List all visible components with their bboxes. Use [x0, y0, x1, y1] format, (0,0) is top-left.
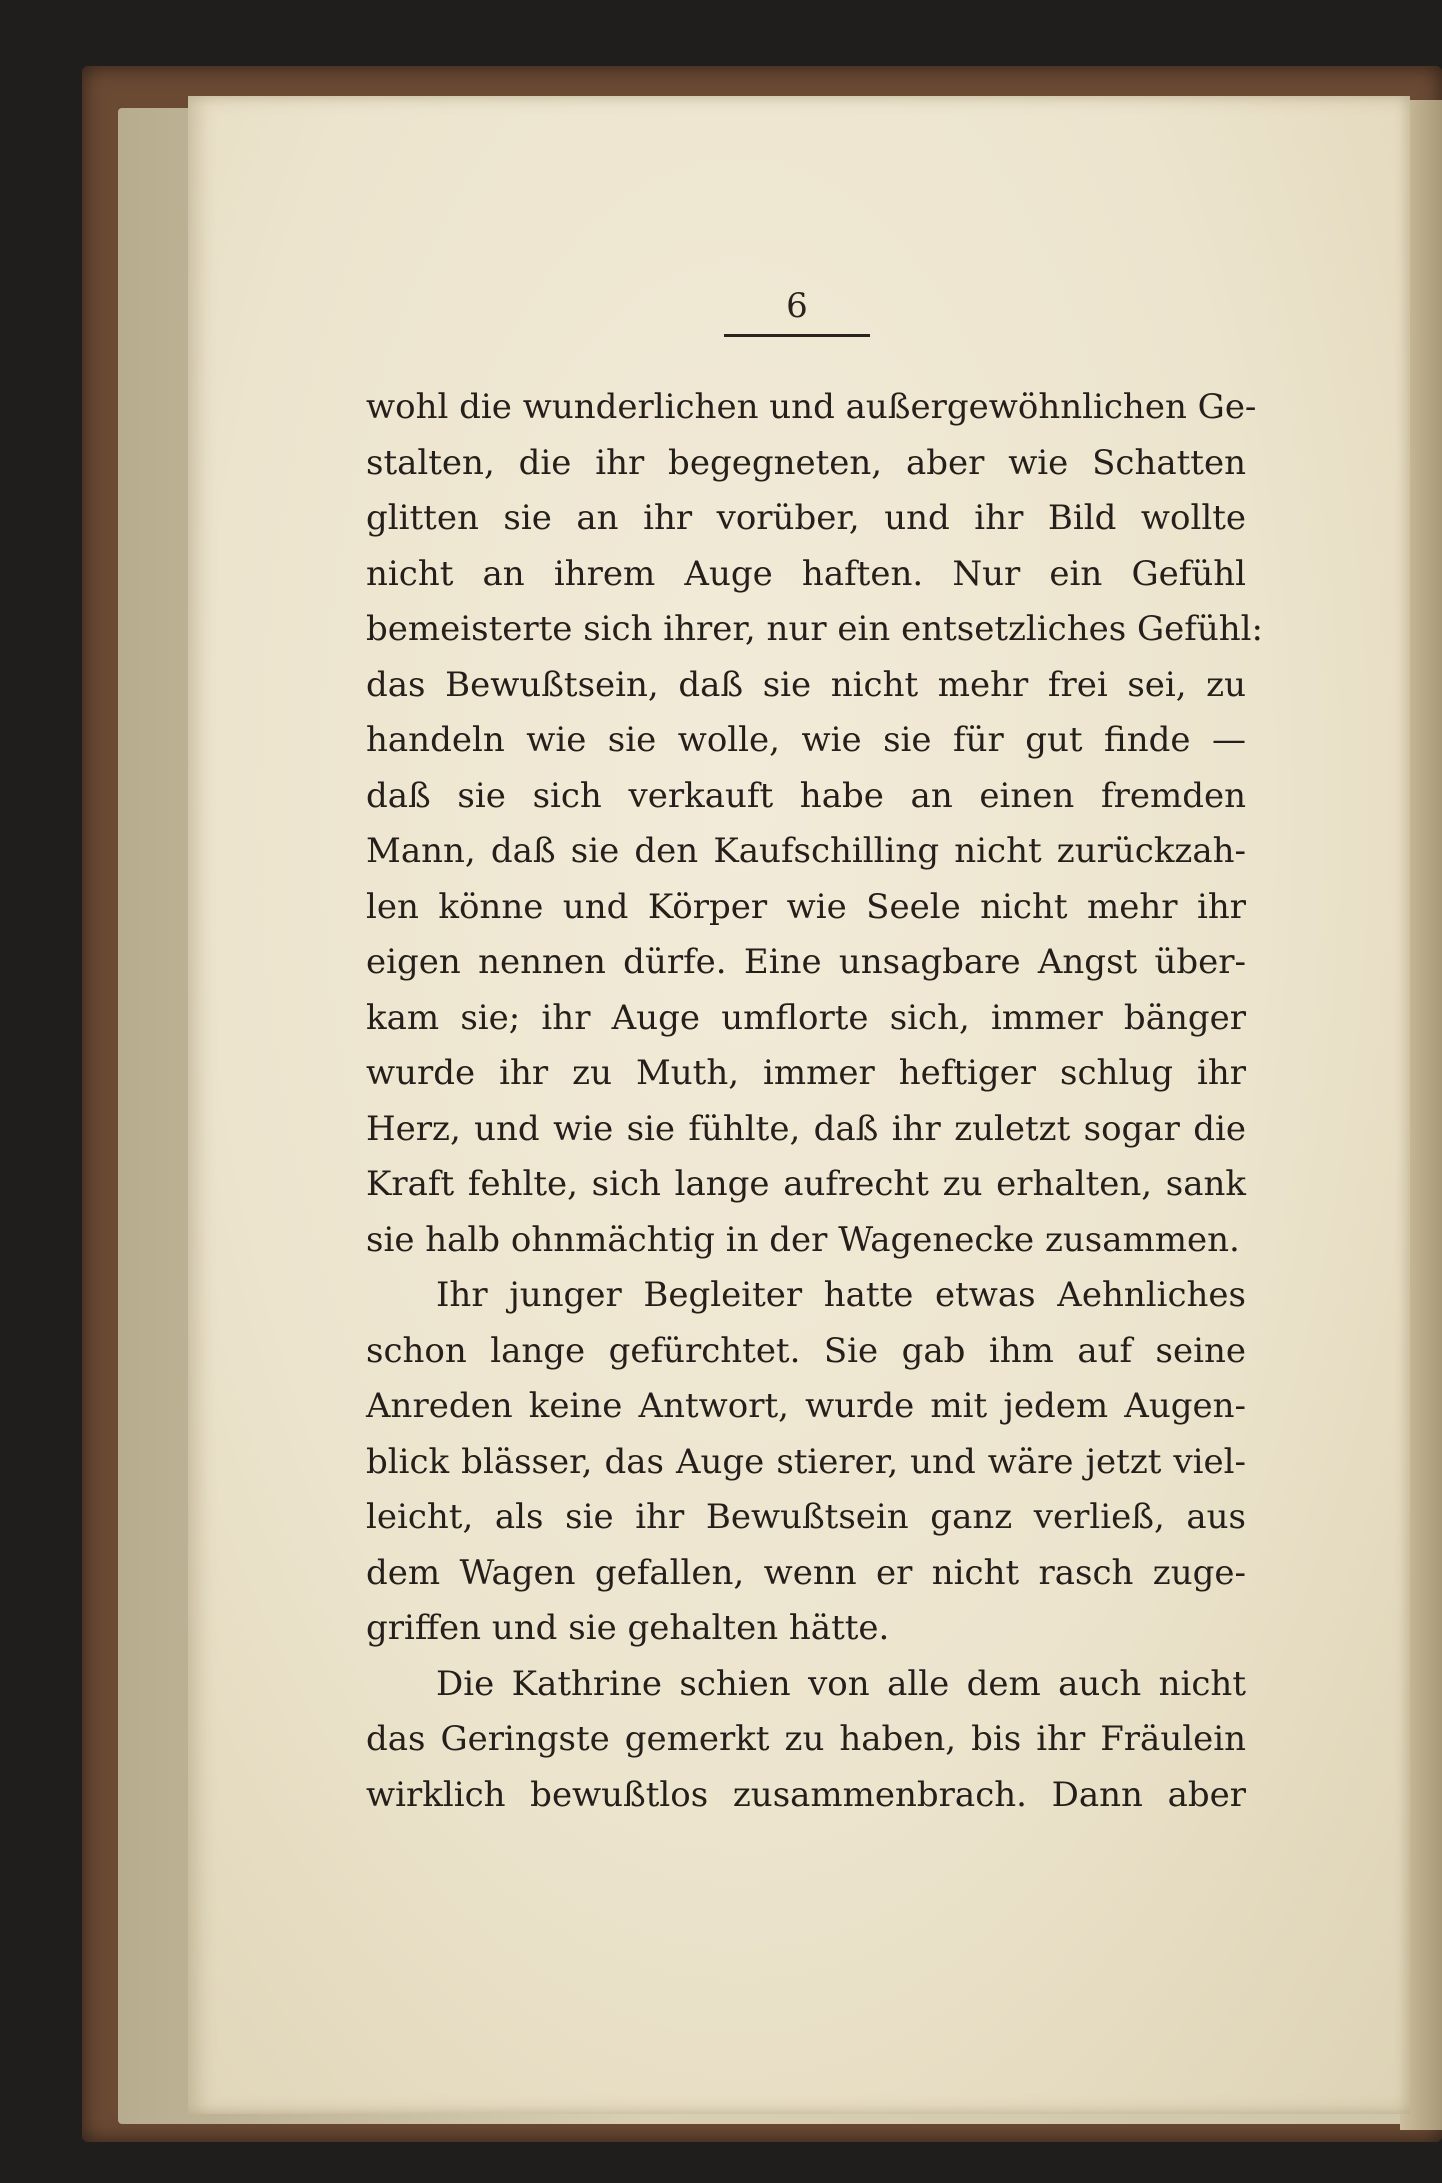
text-line: Die Kathrine schien von alle dem auch nicht — [436, 1663, 1246, 1704]
text-line: daß sie sich verkauft habe an einen fremden — [366, 775, 1246, 816]
text-line: stalten, die ihr begegneten, aber wie Schatten — [366, 442, 1246, 483]
text-line: kam sie; ihr Auge umflorte sich, immer bänger — [366, 997, 1246, 1038]
text-line: handeln wie sie wolle, wie sie für gut finde — — [366, 720, 1246, 760]
text-line: wurde ihr zu Muth, immer heftiger schlug ihr — [366, 1053, 1246, 1093]
text-line: Anreden keine Antwort, wurde mit jedem Augen- — [366, 1386, 1246, 1426]
text-line: wirklich bewußtlos zusammenbrach. Dann aber — [366, 1774, 1246, 1815]
body-text — [366, 380, 1263, 1823]
text-line: sie halb ohnmächtig in der Wagenecke zusammen. — [366, 1219, 1240, 1260]
text-line: Kraft fehlte, sich lange aufrecht zu erhalten, sank — [366, 1164, 1246, 1204]
text-line: eigen nennen dürfe. Eine unsagbare Angst über- — [366, 942, 1246, 982]
text-line: leicht, als sie ihr Bewußtsein ganz verließ, aus — [366, 1497, 1246, 1537]
text-line: glitten sie an ihr vorüber, und ihr Bild wollte — [366, 498, 1246, 538]
text-line: griffen und sie gehalten hätte. — [366, 1608, 890, 1648]
page-number-rule — [724, 334, 870, 337]
text-line: dem Wagen gefallen, wenn er nicht rasch zuge- — [366, 1552, 1246, 1593]
text-line: Herz, und wie sie fühlte, daß ihr zuletzt sogar die — [366, 1108, 1246, 1149]
text-line: len könne und Körper wie Seele nicht mehr ihr — [366, 886, 1246, 927]
text-line: das Geringste gemerkt zu haben, bis ihr Fräulein — [366, 1719, 1246, 1759]
text-line: Mann, daß sie den Kaufschilling nicht zurückzah- — [366, 831, 1246, 871]
text-line: das Bewußtsein, daß sie nicht mehr frei sei, zu — [366, 664, 1246, 705]
text-line: bemeisterte sich ihrer, nur ein entsetzliches Gefühl: — [366, 609, 1263, 649]
text-line: wohl die wunderlichen und außergewöhnlichen Ge- — [366, 387, 1257, 427]
text-line: schon lange gefürchtet. Sie gab ihm auf seine — [366, 1330, 1246, 1371]
page-number: 6 — [786, 286, 808, 326]
text-line: Ihr junger Begleiter hatte etwas Aehnliches — [436, 1275, 1246, 1315]
text-line: blick blässer, das Auge stierer, und wäre jetzt viel- — [366, 1441, 1246, 1482]
text-line: nicht an ihrem Auge haften. Nur ein Gefühl — [366, 553, 1246, 594]
